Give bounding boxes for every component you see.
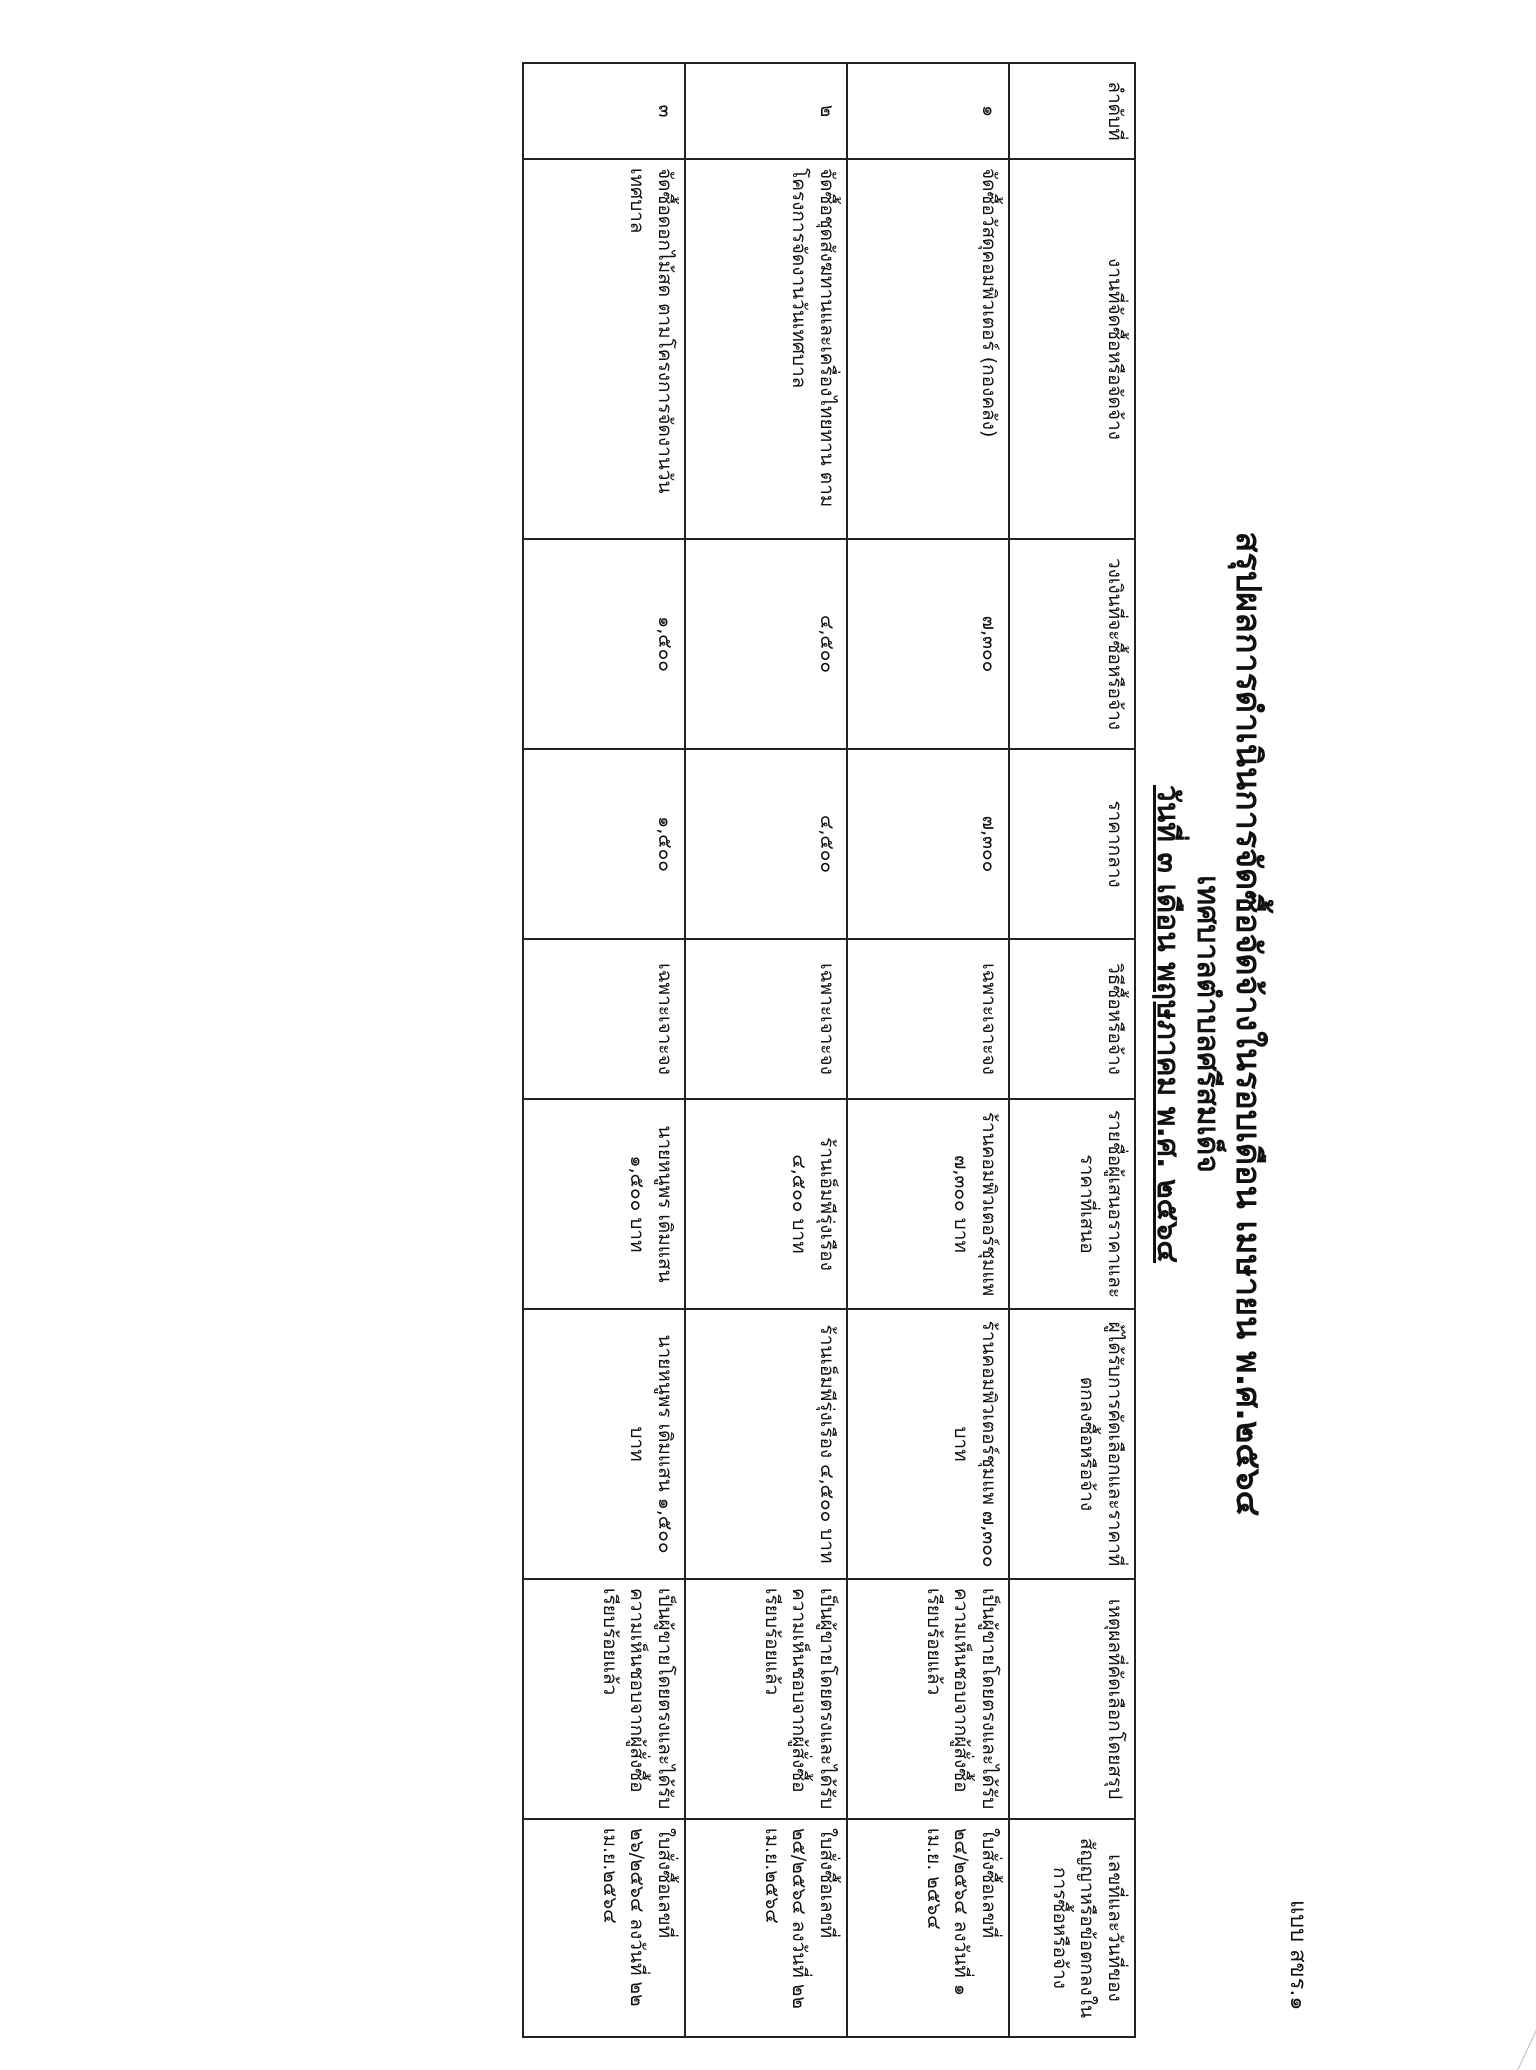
col-header-median-price: ราคากลาง: [1009, 749, 1135, 939]
document-title: สรุปผลการดำเนินการจัดซื้อจัดจ้างในรอบเดือน เมษายน พ.ศ.๒๕๖๔: [1228, 531, 1268, 1517]
row-item: จัดซื้อวัสดุคอมพิวเตอร์ (กองคลัง): [847, 159, 1009, 539]
col-header-method: วิธีซื้อหรือจ้าง: [1009, 939, 1135, 1099]
row-reason: เป็นผู้ขายโดยตรงและได้รับความเห็นชอบจากผู้สั่งซื้อเรียบร้อยแล้ว: [847, 1579, 1009, 1819]
col-header-reason: เหตุผลที่คัดเลือกโดยสรุป: [1009, 1579, 1135, 1819]
row-reason: เป็นผู้ขายโดยตรงและได้รับความเห็นชอบจากผู้สั่งซื้อเรียบร้อยแล้ว: [523, 1579, 685, 1819]
row-contract: ใบสั่งซื้อเลขที่ ๒๖/๒๕๖๔ ลงวันที่ ๒๒ เม.ย.๒๕๖๔: [523, 1819, 685, 2037]
row-no: ๑: [847, 63, 1009, 159]
row-median-price: ๗,๓๐๐: [847, 749, 1009, 939]
row-median-price: ๑,๕๐๐: [523, 749, 685, 939]
row-winner: ร้านคอมพิวเตอร์ชุมแพ ๗,๓๐๐ บาท: [847, 1309, 1009, 1579]
row-bidders: ร้านคอมพิวเตอร์ชุมแพ ๗,๓๐๐ บาท: [847, 1099, 1009, 1309]
col-header-no: ลำดับที่: [1009, 63, 1135, 159]
row-budget: ๗,๓๐๐: [847, 539, 1009, 749]
col-header-contract: เลขที่และวันที่ของสัญญาหรือข้อตกลงในการซื้อหรือจ้าง: [1009, 1819, 1135, 2037]
row-median-price: ๔,๕๐๐: [685, 749, 847, 939]
scan-edge-mark: [1472, 1940, 1536, 2070]
col-header-item: งานที่จัดซื้อหรือจัดจ้าง: [1009, 159, 1135, 539]
row-no: ๒: [685, 63, 847, 159]
row-no: ๓: [523, 63, 685, 159]
table-header-row: [1009, 63, 1135, 2037]
row-contract: ใบสั่งซื้อเลขที่ ๒๕/๒๕๖๔ ลงวันที่ ๒๒ เม.ย.๒๕๖๔: [685, 1819, 847, 2037]
col-header-bidders: รายชื่อผู้เสนอราคาและราคาที่เสนอ: [1009, 1099, 1135, 1309]
row-winner: ร้านเอ็มพีรุ่งเรือง ๔,๕๐๐ บาท: [685, 1309, 847, 1579]
organization-name: เทศบาลตำบลศรีสมเด็จ: [1190, 875, 1225, 1173]
row-item: จัดซื้อดอกไม้สด ตามโครงการจัดงานวันเทศบาล: [523, 159, 685, 539]
row-budget: ๔,๕๐๐: [685, 539, 847, 749]
table-row: [523, 63, 685, 2037]
col-header-winner: ผู้ได้รับการคัดเลือกและราคาที่ตกลงซื้อหรือจ้าง: [1009, 1309, 1135, 1579]
row-reason: เป็นผู้ขายโดยตรงและได้รับความเห็นชอบจากผู้สั่งซื้อเรียบร้อยแล้ว: [685, 1579, 847, 1819]
report-date: วันที่ ๓ เดือน พฤษภาคม พ.ศ. ๒๕๖๔: [1150, 784, 1185, 1264]
col-header-budget: วงเงินที่จะซื้อหรือจ้าง: [1009, 539, 1135, 749]
table-row: [685, 63, 847, 2037]
row-method: เฉพาะเจาะจง: [523, 939, 685, 1099]
row-winner: นายหนูพร เดิมแสน ๑,๕๐๐ บาท: [523, 1309, 685, 1579]
form-code: แบบ สขร.๑: [1285, 1900, 1310, 2011]
table-row: [847, 63, 1009, 2037]
procurement-table: [522, 62, 1136, 2038]
row-method: เฉพาะเจาะจง: [685, 939, 847, 1099]
row-bidders: ร้านเอ็มพีรุ่งเรือง ๔,๕๐๐ บาท: [685, 1099, 847, 1309]
row-budget: ๑,๕๐๐: [523, 539, 685, 749]
row-item: จัดซื้อชุดสังฆทานและเครื่องไทยทาน ตามโครงการจัดงานวันเทศบาล: [685, 159, 847, 539]
row-contract: ใบสั่งซื้อเลขที่ ๒๔/๒๕๖๔ ลงวันที่ ๑ เม.ย. ๒๕๖๔: [847, 1819, 1009, 2037]
row-method: เฉพาะเจาะจง: [847, 939, 1009, 1099]
row-bidders: นายหนูพร เดิมแสน ๑,๕๐๐ บาท: [523, 1099, 685, 1309]
